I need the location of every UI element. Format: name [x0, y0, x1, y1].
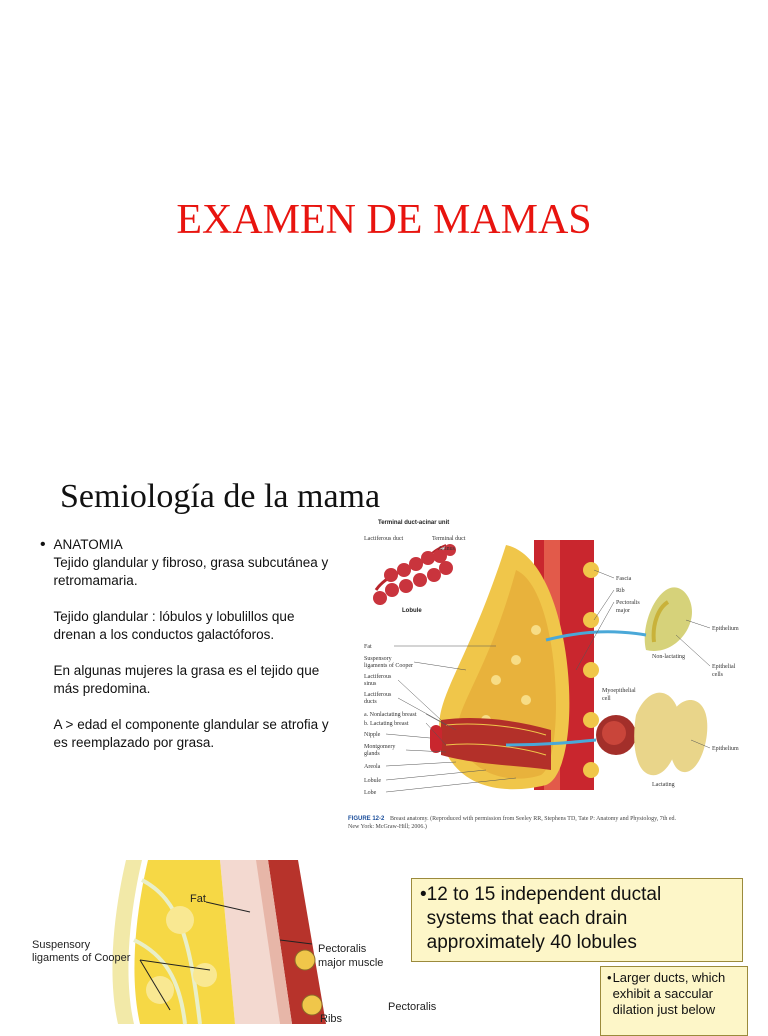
label-lobule: Lobule	[402, 608, 422, 614]
label-fascia: Fascia	[616, 576, 632, 582]
label-cells: cells	[712, 672, 723, 678]
callout-ductal-systems	[411, 878, 743, 962]
label-montgomery: Montgomery	[364, 744, 396, 750]
bullet-item	[40, 536, 340, 770]
label-myoepithelial: Myoepithelial	[602, 688, 636, 694]
bullet-marker: •	[40, 536, 46, 553]
label-major-muscle: major muscle	[318, 957, 384, 969]
label-suspensory: Suspensory	[32, 939, 91, 951]
caption-label: FIGURE 12-2	[348, 816, 385, 822]
label-suspensory: Suspensory	[364, 656, 392, 662]
section-title: Semiología de la mama	[60, 478, 381, 515]
callout-larger-ducts	[600, 966, 748, 1036]
label-epithelium-2: Epithelium	[712, 746, 739, 752]
label-rib: Rib	[616, 588, 625, 594]
label-ducts: ducts	[364, 699, 377, 705]
callout-row	[420, 883, 734, 955]
label-ribs: Ribs	[320, 1013, 343, 1025]
caption-text-2: New York: McGraw-Hill; 2006.)	[348, 824, 427, 830]
bullet-head: ANATOMIA	[53, 537, 123, 552]
callout-row	[607, 970, 741, 1018]
callout-text: 12 to 15 independent ductal systems that each drain approximately 40 lobules	[426, 884, 662, 953]
label-ligaments: ligaments of Cooper	[32, 952, 131, 964]
callout-bullet: •	[420, 884, 427, 905]
label-pectoralis-2: Pectoralis	[388, 1001, 437, 1013]
label-pectoralis: Pectoralis	[318, 943, 367, 955]
label-pectoralis: Pectoralis	[616, 600, 640, 606]
callout-text: Larger ducts, which exhibit a saccular dilation just below	[612, 970, 726, 1017]
main-title: EXAMEN DE MAMAS	[176, 197, 592, 243]
label-glands: glands	[364, 751, 380, 757]
figure-header: Terminal duct-acinar unit	[378, 520, 450, 526]
label-lactiferous-2: Lactiferous	[364, 692, 392, 698]
label-nonlactating-breast: a. Nonlactating breast	[364, 712, 417, 718]
breast-section-figure	[30, 860, 437, 1025]
label-lobule-2: Lobule	[364, 778, 381, 784]
slide-title	[0, 0, 768, 440]
label-nonlactating: Non-lactating	[652, 654, 685, 660]
anatomy-bullets	[40, 536, 340, 770]
label-nipple: Nipple	[364, 732, 381, 738]
label-lactating: Lactating	[652, 782, 675, 788]
label-major: major	[616, 608, 630, 614]
label-epithelial: Epithelial	[712, 664, 736, 670]
slide-ductal-systems	[0, 860, 768, 1024]
label-lactiferous: Lactiferous	[364, 674, 392, 680]
callout-bullet: •	[607, 970, 612, 985]
label-areola: Areola	[364, 764, 381, 770]
label-ligaments: ligaments of Cooper	[364, 663, 413, 669]
caption-text-1: Breast anatomy. (Reproduced with permission from Seeley RR, Stephens TD, Tate P: Anatomy and Physiology, 7th ed.	[390, 816, 677, 822]
paragraph-4: A > edad el componente glandular se atrofia y es reemplazado por grasa.	[53, 717, 329, 750]
label-fat: Fat	[364, 644, 372, 650]
label-lobe: Lobe	[364, 790, 377, 796]
label-fat: Fat	[190, 893, 206, 905]
label-acinus: Acinus	[438, 546, 455, 552]
breast-anatomy-figure	[346, 520, 754, 832]
label-lactating-breast: b. Lactating breast	[364, 721, 409, 727]
label-terminal-duct: Terminal duct	[432, 536, 466, 542]
paragraph-1: Tejido glandular y fibroso, grasa subcutánea y retromamaria.	[53, 555, 329, 588]
bullet-body	[54, 536, 340, 770]
label-sinus: sinus	[364, 681, 377, 687]
label-lactiferous-duct: Lactiferous duct	[364, 536, 404, 542]
label-epithelium-1: Epithelium	[712, 626, 739, 632]
paragraph-2: Tejido glandular : lóbulos y lobulillos que drenan a los conductos galactóforos.	[53, 609, 295, 642]
label-cell: cell	[602, 696, 611, 702]
paragraph-3: En algunas mujeres la grasa es el tejido que más predomina.	[53, 663, 320, 696]
slide-semiologia	[0, 440, 768, 845]
